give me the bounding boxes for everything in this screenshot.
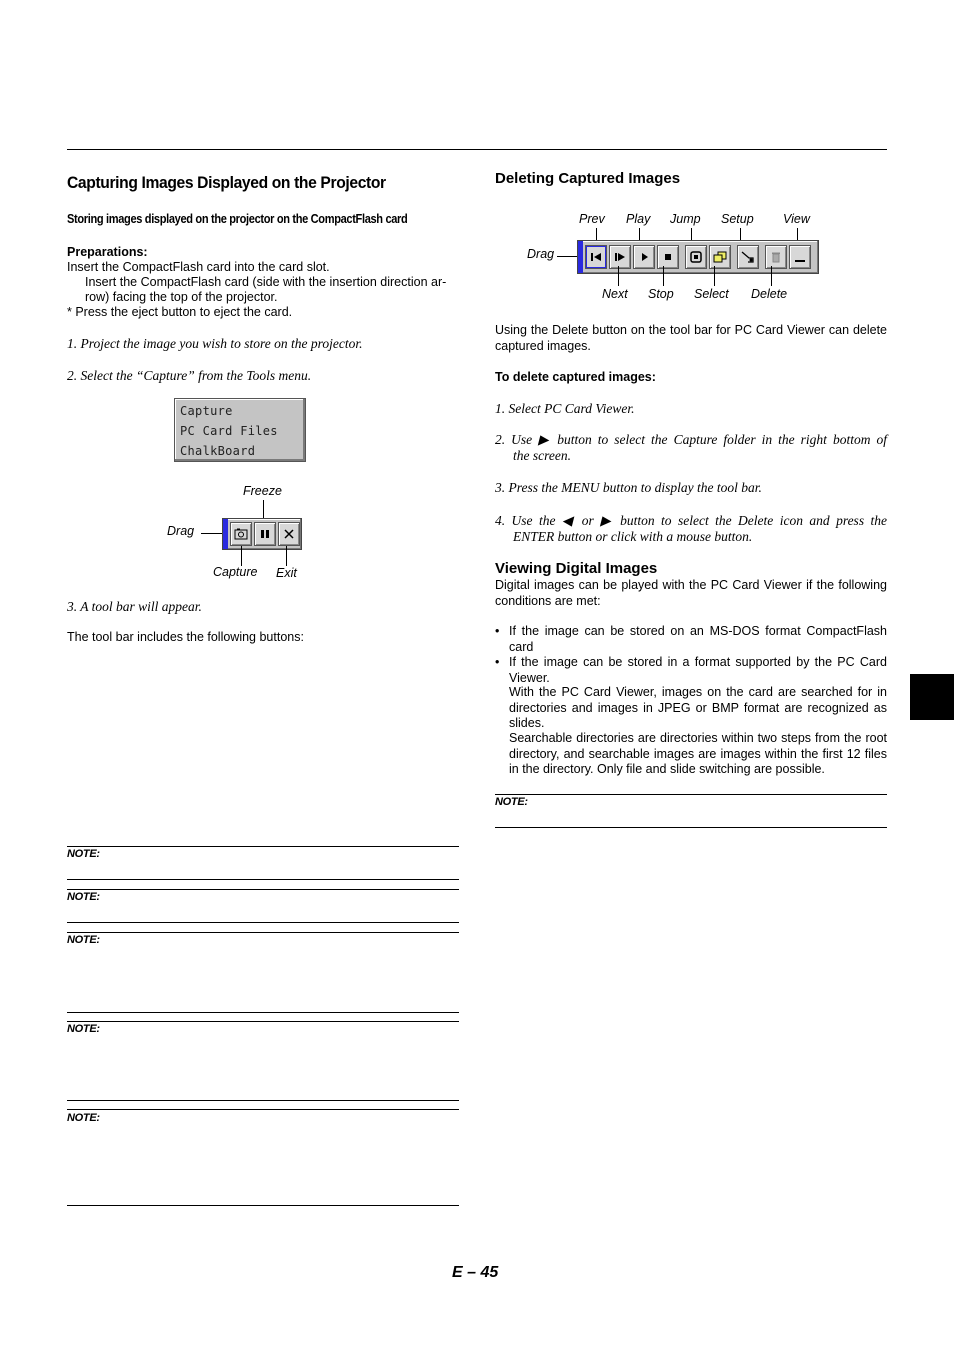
tools-menu: [174, 398, 306, 462]
delete-step-4a: 4. Use the ◀ or ▶ button to select the Delete icon and press the: [495, 513, 887, 528]
step-1: 1. Project the image you wish to store on the projector.: [67, 336, 363, 351]
bullet-dot-2: •: [495, 655, 500, 669]
bullet-1: If the image can be stored on an MS-DOS format CompactFlash card: [509, 624, 887, 654]
camera-icon: [234, 528, 248, 540]
pc-card-viewer-toolbar: [577, 240, 819, 274]
prep-line-4: * Press the eject button to eject the card.: [67, 305, 293, 319]
label-delete: Delete: [751, 287, 788, 301]
label-next: Next: [602, 287, 628, 301]
label-setup: Setup: [721, 212, 754, 226]
prev-button[interactable]: [585, 245, 607, 269]
select-folder-icon: [713, 251, 727, 263]
view-heading: Viewing Digital Images: [495, 560, 658, 577]
menu-item-pc-card-files[interactable]: PC Card Files: [180, 424, 278, 438]
play-button[interactable]: [633, 245, 655, 269]
label-capture: Capture: [213, 565, 258, 579]
label-exit: Exit: [276, 566, 297, 580]
viewer-drag-handle[interactable]: [578, 241, 583, 273]
delete-step-4b: ENTER button or click with a mouse button.: [513, 529, 753, 544]
exit-button[interactable]: [278, 522, 300, 546]
prep-line-2: Insert the CompactFlash card (side with the insertion direction ar-: [85, 275, 447, 289]
note-label-1: NOTE:: [67, 848, 100, 860]
note-label-5: NOTE:: [67, 1112, 100, 1124]
top-rule: [67, 149, 887, 150]
select-button[interactable]: [709, 245, 731, 269]
pause-icon: [260, 529, 270, 539]
play-icon: [639, 252, 649, 262]
delete-heading: Deleting Captured Images: [495, 170, 681, 187]
drag-handle[interactable]: [223, 519, 228, 549]
next-icon: [614, 252, 626, 262]
capture-button[interactable]: [230, 522, 252, 546]
stop-button[interactable]: [657, 245, 679, 269]
bullet-2-para-2: With the PC Card Viewer, images on the card are searched for in directories and images in JPEG or BMP format are recognized as slides.: [509, 685, 887, 730]
step-3: 3. A tool bar will appear.: [67, 599, 202, 614]
label-select: Select: [694, 287, 729, 301]
delete-paragraph: Using the Delete button on the tool bar for PC Card Viewer can delete captured images.: [495, 323, 887, 353]
note-label-4: NOTE:: [67, 1023, 100, 1035]
minimize-icon: [794, 251, 806, 263]
view-paragraph: Digital images can be played with the PC Card Viewer if the following conditions are met:: [495, 578, 887, 608]
delete-step-2b: the screen.: [513, 448, 571, 463]
label-prev: Prev: [579, 212, 605, 226]
label-drag: Drag: [167, 524, 195, 538]
prev-icon: [590, 252, 602, 262]
bullet-2: If the image can be stored in a format supported by the PC Card Viewer.: [509, 655, 887, 685]
close-icon: [284, 529, 294, 539]
menu-item-capture[interactable]: Capture: [180, 404, 233, 418]
preparations-heading: Preparations:: [67, 245, 148, 259]
note-label-2: NOTE:: [67, 891, 100, 903]
delete-button[interactable]: [765, 245, 787, 269]
page-title: Capturing Images Displayed on the Projector: [67, 173, 386, 192]
menu-item-chalkboard[interactable]: ChalkBoard: [180, 444, 256, 458]
section-subtitle: Storing images displayed on the projector on the CompactFlash card: [67, 211, 408, 226]
label-jump: Jump: [670, 212, 701, 226]
note-label-right: NOTE:: [495, 796, 528, 808]
toolbar-intro: The tool bar includes the following buttons:: [67, 630, 304, 644]
note-label-3: NOTE:: [67, 934, 100, 946]
jump-button[interactable]: [685, 245, 707, 269]
setup-icon: [741, 251, 755, 263]
jump-icon: [690, 251, 702, 263]
next-button[interactable]: [609, 245, 631, 269]
view-button[interactable]: [789, 245, 811, 269]
delete-step-1: 1. Select PC Card Viewer.: [495, 401, 635, 416]
setup-button[interactable]: [737, 245, 759, 269]
bullet-2-para-3: Searchable directories are directories within two steps from the root directory, and searchable images are images within the first 12 files in the directory. Only file and slide switching are possible.: [509, 731, 887, 776]
bullet-dot-1: •: [495, 624, 500, 638]
trash-icon: [770, 251, 782, 263]
delete-subheading: To delete captured images:: [495, 370, 656, 384]
capture-toolbar: [222, 518, 302, 550]
delete-step-3: 3. Press the MENU button to display the tool bar.: [495, 480, 762, 495]
page-number: E – 45: [452, 1264, 499, 1281]
step-2: 2. Select the “Capture” from the Tools menu.: [67, 368, 312, 383]
label-freeze: Freeze: [243, 484, 282, 498]
label-drag-right: Drag: [527, 247, 555, 261]
stop-icon: [663, 252, 673, 262]
prep-line-1: Insert the CompactFlash card into the card slot.: [67, 260, 330, 274]
delete-step-2a: 2. Use ▶ button to select the Capture folder in the right bottom of: [495, 432, 887, 447]
section-tab: [910, 674, 954, 720]
label-view: View: [783, 212, 810, 226]
prep-line-3: row) facing the top of the projector.: [85, 290, 278, 304]
label-play: Play: [626, 212, 651, 226]
freeze-button[interactable]: [254, 522, 276, 546]
label-stop: Stop: [648, 287, 674, 301]
